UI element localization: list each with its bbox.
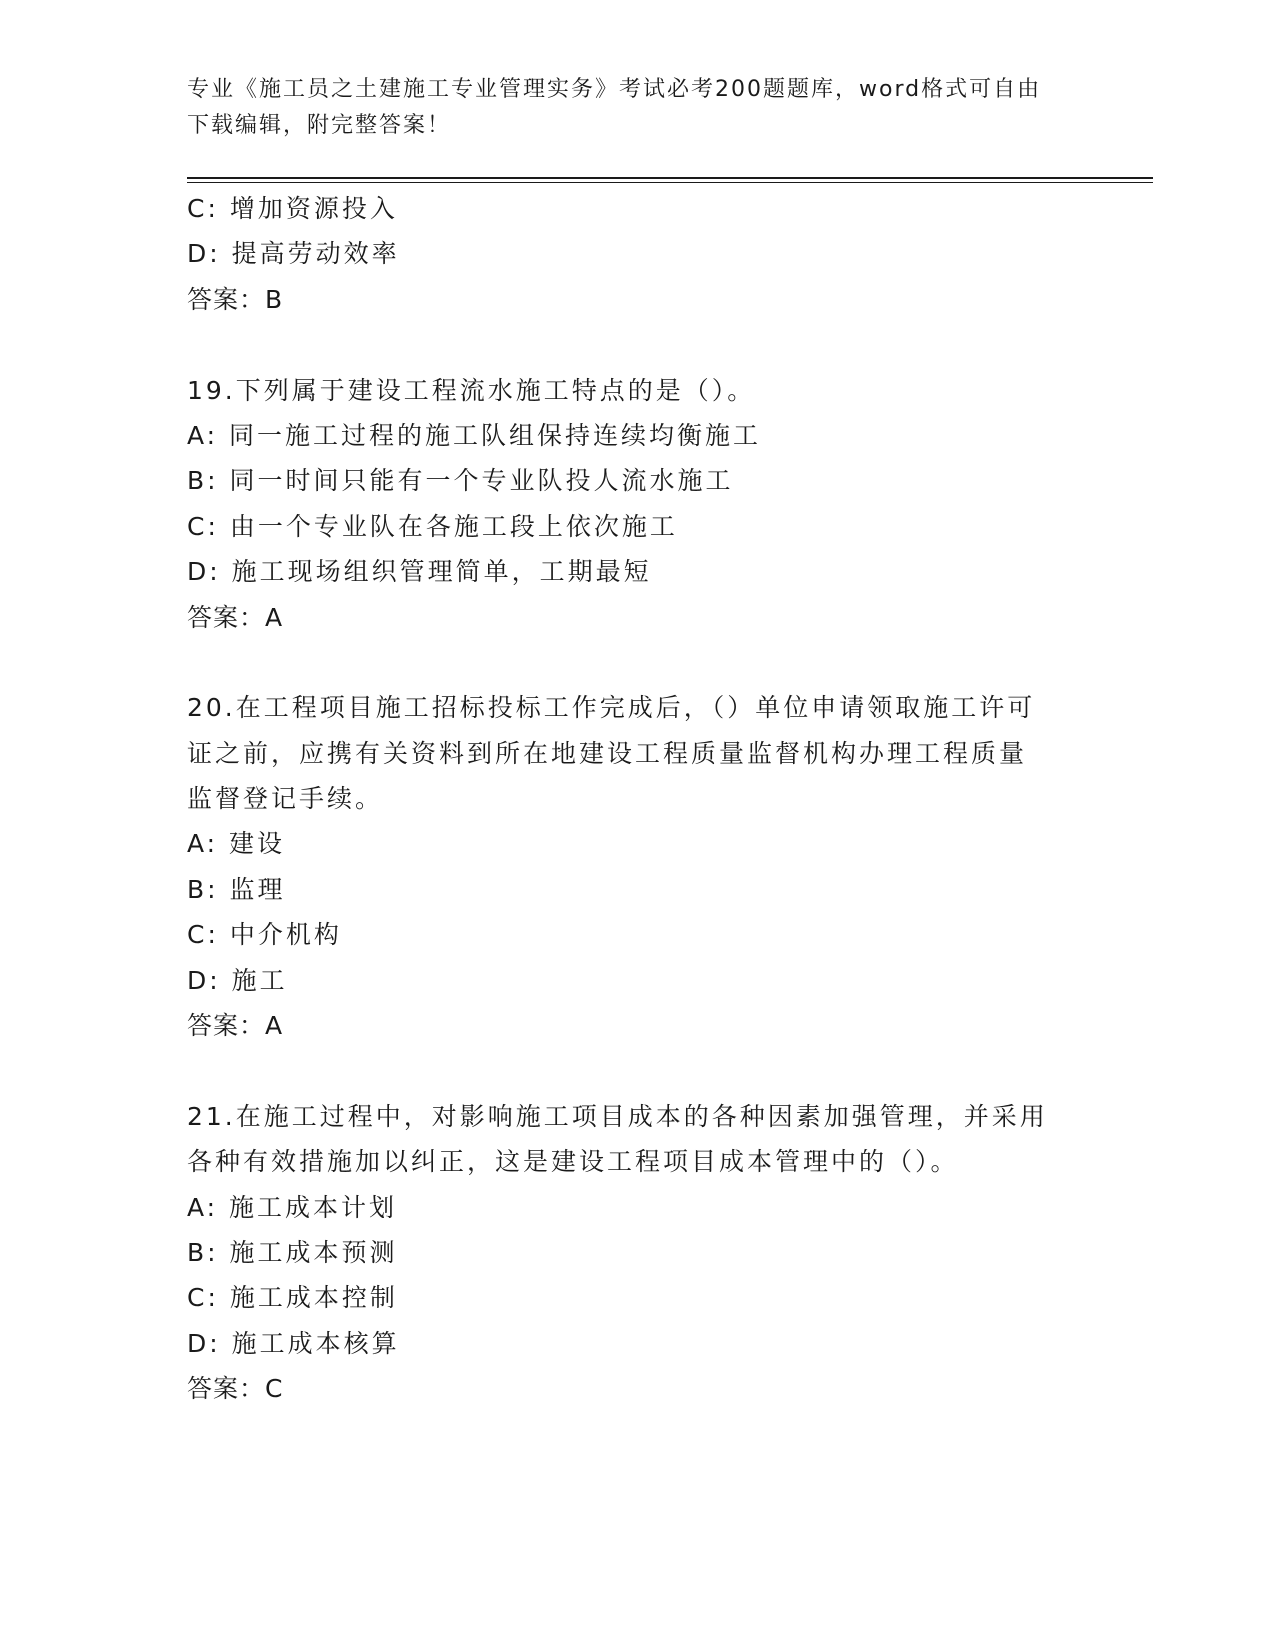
option-b: B: 施工成本预测 (187, 1237, 398, 1267)
option-d: D: 施工成本核算 (187, 1328, 400, 1358)
document-header (187, 72, 1067, 144)
header-rule-thin (187, 182, 1153, 183)
header-rule-thick (187, 177, 1153, 179)
question-text: 证之前，应携有关资料到所在地建设工程质量监督机构办理工程质量 (187, 738, 1028, 768)
question-text: 21.在施工过程中，对影响施工项目成本的各种因素加强管理，并采用 (187, 1101, 1048, 1131)
header-line-1: 专业《施工员之土建施工专业管理实务》考试必考200题题库，word格式可自由 (187, 77, 1042, 102)
answer-line: 答案：B (187, 284, 284, 314)
question-20 (187, 685, 1087, 1048)
option-b: B: 同一时间只能有一个专业队投人流水施工 (187, 466, 734, 496)
question-19 (187, 368, 1087, 640)
question-text: 19.下列属于建设工程流水施工特点的是（）。 (187, 375, 756, 405)
question-text: 监督登记手续。 (187, 784, 384, 814)
question-text: 20.在工程项目施工招标投标工作完成后，（）单位申请领取施工许可 (187, 693, 1036, 723)
answer-line: 答案：A (187, 1011, 284, 1041)
answer-line: 答案：A (187, 602, 284, 632)
document-body (187, 186, 1087, 1412)
question-text: 各种有效措施加以纠正，这是建设工程项目成本管理中的（）。 (187, 1147, 959, 1177)
option-c: C: 由一个专业队在各施工段上依次施工 (187, 511, 678, 541)
option-a: A: 同一施工过程的施工队组保持连续均衡施工 (187, 420, 762, 450)
spacer (187, 1048, 1087, 1093)
option-d: D: 施工 (187, 965, 288, 995)
option-d: D: 提高劳动效率 (187, 239, 400, 269)
option-c: C: 增加资源投入 (187, 194, 398, 223)
option-c: C: 中介机构 (187, 920, 342, 950)
spacer (187, 322, 1087, 367)
answer-line: 答案：C (187, 1374, 284, 1404)
option-d: D: 施工现场组织管理简单，工期最短 (187, 557, 652, 587)
spacer (187, 640, 1087, 685)
option-b: B: 监理 (187, 874, 286, 904)
question-18-tail (187, 186, 1087, 322)
option-a: A: 建设 (187, 829, 286, 859)
option-c: C: 施工成本控制 (187, 1283, 398, 1313)
header-line-2: 下载编辑，附完整答案！ (187, 113, 452, 138)
option-a: A: 施工成本计划 (187, 1192, 398, 1222)
question-21 (187, 1094, 1087, 1412)
